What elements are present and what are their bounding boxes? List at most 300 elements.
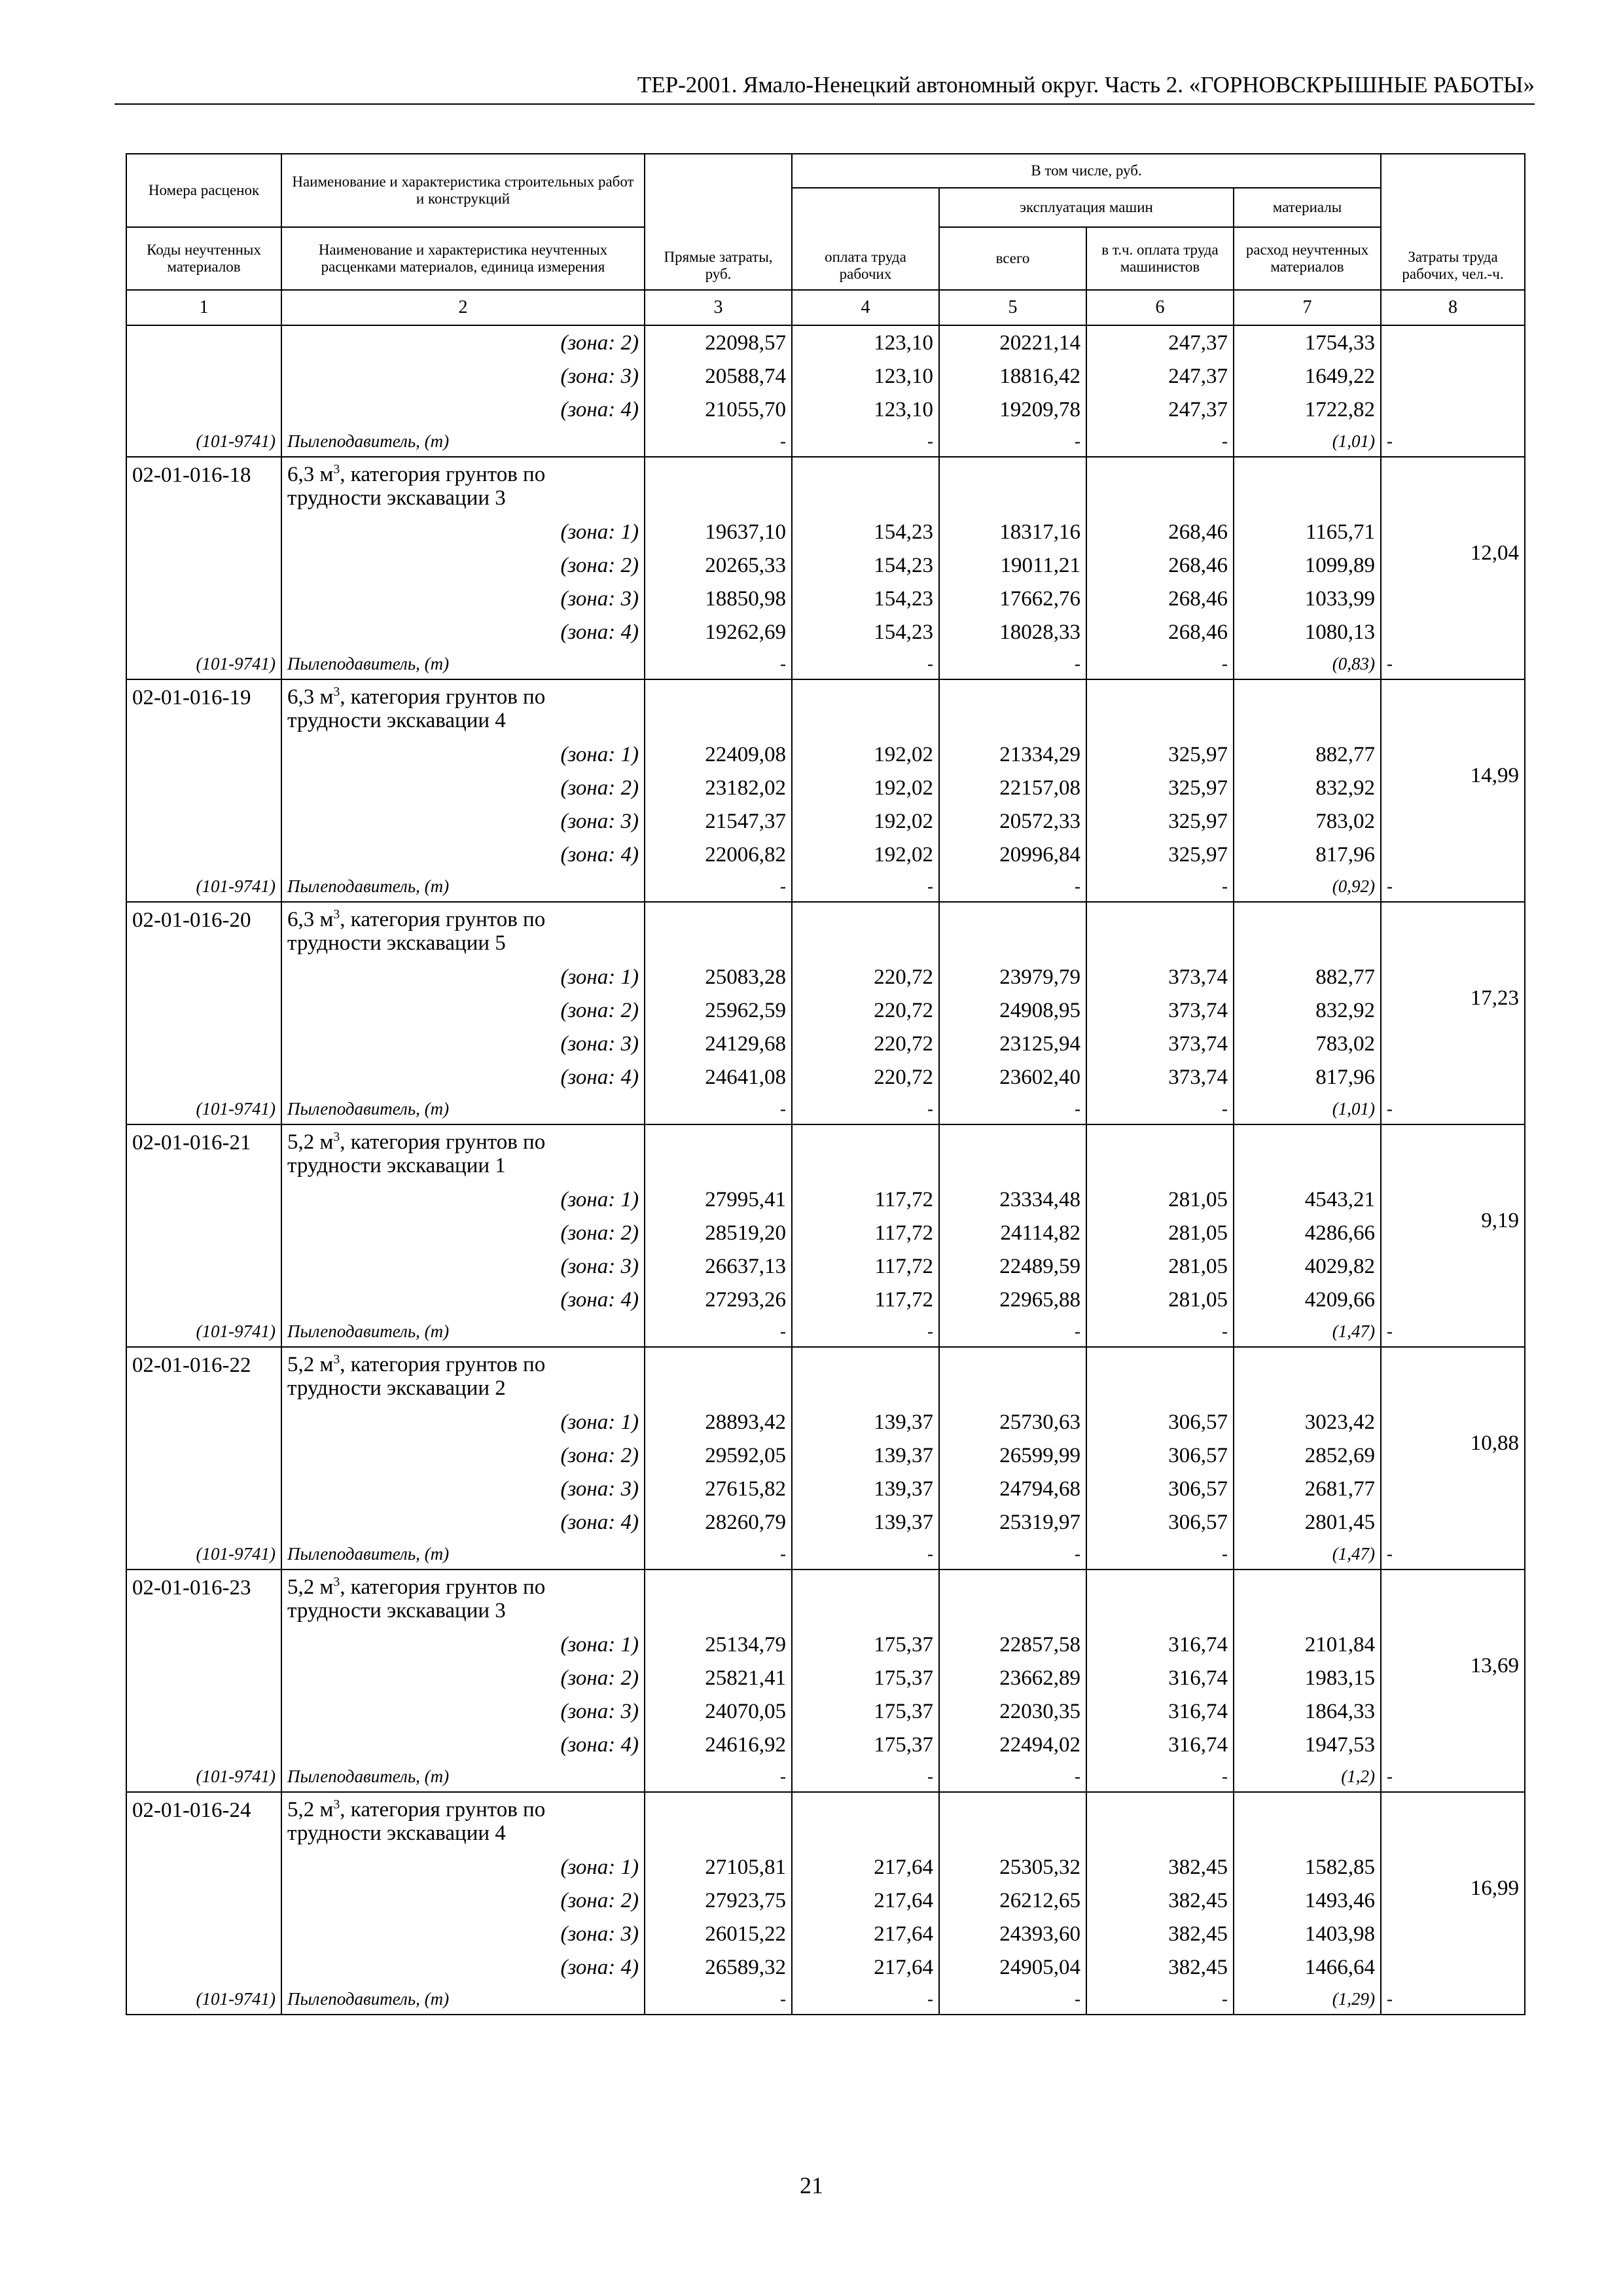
table-row [126, 426, 1525, 457]
rate-code: 02-01-016-18 [126, 457, 281, 649]
work-description [281, 457, 645, 515]
zone-label: (зона: 3) [281, 1472, 645, 1505]
worker-wages-value: 154,23 [792, 582, 939, 615]
materials-value: 3023,42 [1234, 1405, 1381, 1439]
table-row [126, 1249, 1525, 1283]
operator-wages-value: 268,46 [1086, 548, 1234, 582]
zone-label: (зона: 1) [281, 1405, 645, 1439]
empty-cell [1086, 902, 1234, 960]
table-row [126, 1792, 1525, 1850]
direct-costs-value: 28893,42 [645, 1405, 792, 1439]
header-material-names: Наименование и характеристика неучтенных расценками материалов, единица измерения [281, 227, 645, 290]
table-row [126, 1439, 1525, 1472]
worker-wages-value: 192,02 [792, 738, 939, 771]
material-code: (101-9741) [126, 1094, 281, 1124]
empty-cell [1234, 679, 1381, 738]
labor-dash: - [1381, 1094, 1525, 1124]
zone-label: (зона: 2) [281, 1439, 645, 1472]
operator-wages-value: 382,45 [1086, 1850, 1234, 1884]
material-quantity: (1,2) [1234, 1761, 1381, 1792]
empty-cell [1234, 1792, 1381, 1850]
machines-total-dash: - [939, 871, 1086, 902]
materials-value: 1466,64 [1234, 1950, 1381, 1984]
machines-total-value: 20221,14 [939, 325, 1086, 359]
table-row [126, 1728, 1525, 1761]
rate-code: 02-01-016-22 [126, 1347, 281, 1539]
empty-cell [645, 902, 792, 960]
worker-wages-value: 139,37 [792, 1505, 939, 1539]
operator-wages-value: 268,46 [1086, 515, 1234, 548]
operator-wages-value: 373,74 [1086, 960, 1234, 994]
machines-total-value: 24114,82 [939, 1216, 1086, 1249]
machines-total-value: 20572,33 [939, 804, 1086, 838]
table-row [126, 615, 1525, 649]
materials-value: 4029,82 [1234, 1249, 1381, 1283]
material-name: Пылеподавитель, (т) [281, 1094, 645, 1124]
page-number: 21 [800, 2172, 823, 2198]
direct-costs-dash: - [645, 426, 792, 457]
materials-value: 817,96 [1234, 1060, 1381, 1094]
operator-wages-dash: - [1086, 1984, 1234, 2015]
direct-costs-value: 27923,75 [645, 1884, 792, 1917]
header-rule [115, 103, 1535, 105]
machines-total-value: 24393,60 [939, 1917, 1086, 1950]
table-row [126, 1984, 1525, 2015]
worker-wages-value: 217,64 [792, 1884, 939, 1917]
table-row [126, 1570, 1525, 1628]
zone-label: (зона: 2) [281, 548, 645, 582]
description-text: , категория грунтов по трудности экскавации 4 [287, 685, 546, 732]
zone-label: (зона: 1) [281, 1183, 645, 1216]
direct-costs-value: 26589,32 [645, 1950, 792, 1984]
materials-value: 817,96 [1234, 838, 1381, 871]
worker-wages-value: 175,37 [792, 1661, 939, 1695]
header-labor-costs: Затраты труда рабочих, чел.-ч. [1381, 154, 1525, 290]
materials-value: 4209,66 [1234, 1283, 1381, 1316]
table-row [126, 838, 1525, 871]
work-description [281, 1792, 645, 1850]
direct-costs-value: 19637,10 [645, 515, 792, 548]
worker-wages-value: 220,72 [792, 960, 939, 994]
zone-label: (зона: 3) [281, 1027, 645, 1060]
machines-total-dash: - [939, 1094, 1086, 1124]
worker-wages-value: 192,02 [792, 838, 939, 871]
direct-costs-value: 24129,68 [645, 1027, 792, 1060]
unit-exponent: 3 [333, 907, 340, 922]
rates-table [126, 153, 1525, 2015]
worker-wages-value: 175,37 [792, 1695, 939, 1728]
empty-cell [1234, 1347, 1381, 1405]
worker-wages-dash: - [792, 871, 939, 902]
zone-label: (зона: 3) [281, 359, 645, 393]
material-code: (101-9741) [126, 1984, 281, 2015]
direct-costs-value: 21055,70 [645, 393, 792, 426]
material-name: Пылеподавитель, (т) [281, 649, 645, 679]
worker-wages-value: 117,72 [792, 1249, 939, 1283]
machines-total-value: 23979,79 [939, 960, 1086, 994]
worker-wages-value: 154,23 [792, 548, 939, 582]
zone-label: (зона: 1) [281, 738, 645, 771]
machines-total-value: 22157,08 [939, 771, 1086, 804]
direct-costs-value: 27995,41 [645, 1183, 792, 1216]
col-number: 7 [1234, 290, 1381, 325]
header-machines-total: всего [939, 227, 1086, 290]
operator-wages-value: 247,37 [1086, 393, 1234, 426]
zone-label: (зона: 3) [281, 1917, 645, 1950]
col-number: 4 [792, 290, 939, 325]
empty-cell [1234, 1124, 1381, 1183]
empty-cell [1086, 1792, 1234, 1850]
col-number: 5 [939, 290, 1086, 325]
material-name: Пылеподавитель, (т) [281, 426, 645, 457]
empty-cell [1234, 902, 1381, 960]
direct-costs-value: 26015,22 [645, 1917, 792, 1950]
description-text: 5,2 м [287, 1130, 334, 1154]
table-row [126, 1060, 1525, 1094]
description-text: , категория грунтов по трудности экскавации 3 [287, 1575, 546, 1623]
machines-total-dash: - [939, 1761, 1086, 1792]
operator-wages-value: 306,57 [1086, 1439, 1234, 1472]
table-row [126, 1027, 1525, 1060]
unit-exponent: 3 [333, 1130, 340, 1144]
header-including: В том числе, руб. [792, 154, 1381, 188]
empty-cell [645, 1792, 792, 1850]
worker-wages-value: 220,72 [792, 994, 939, 1027]
worker-wages-value: 154,23 [792, 515, 939, 548]
direct-costs-value: 26637,13 [645, 1249, 792, 1283]
direct-costs-value: 29592,05 [645, 1439, 792, 1472]
zone-label: (зона: 4) [281, 1950, 645, 1984]
operator-wages-dash: - [1086, 1539, 1234, 1570]
operator-wages-value: 382,45 [1086, 1950, 1234, 1984]
operator-wages-dash: - [1086, 1761, 1234, 1792]
header-material-codes: Коды неучтенных материалов [126, 227, 281, 290]
zone-label: (зона: 3) [281, 804, 645, 838]
machines-total-value: 18816,42 [939, 359, 1086, 393]
table-row [126, 738, 1525, 771]
machines-total-value: 26599,99 [939, 1439, 1086, 1472]
operator-wages-value: 247,37 [1086, 359, 1234, 393]
operator-wages-value: 316,74 [1086, 1661, 1234, 1695]
empty-cell [939, 679, 1086, 738]
col-number: 3 [645, 290, 792, 325]
operator-wages-dash: - [1086, 426, 1234, 457]
col-number: 8 [1381, 290, 1525, 325]
worker-wages-dash: - [792, 1094, 939, 1124]
operator-wages-dash: - [1086, 649, 1234, 679]
machines-total-value: 23662,89 [939, 1661, 1086, 1695]
material-name: Пылеподавитель, (т) [281, 1761, 645, 1792]
labor-dash: - [1381, 426, 1525, 457]
materials-value: 2801,45 [1234, 1505, 1381, 1539]
unit-exponent: 3 [333, 1797, 340, 1812]
labor-dash: - [1381, 1984, 1525, 2015]
materials-value: 1080,13 [1234, 615, 1381, 649]
material-quantity: (0,83) [1234, 649, 1381, 679]
operator-wages-value: 316,74 [1086, 1728, 1234, 1761]
unit-exponent: 3 [333, 462, 340, 476]
rate-code: 02-01-016-24 [126, 1792, 281, 1984]
worker-wages-value: 217,64 [792, 1950, 939, 1984]
material-quantity: (1,01) [1234, 1094, 1381, 1124]
worker-wages-value: 192,02 [792, 804, 939, 838]
labor-value: 10,88 [1381, 1347, 1525, 1539]
table-row [126, 1316, 1525, 1347]
material-quantity: (1,47) [1234, 1316, 1381, 1347]
operator-wages-value: 382,45 [1086, 1884, 1234, 1917]
machines-total-value: 23334,48 [939, 1183, 1086, 1216]
work-description [281, 902, 645, 960]
rate-code-empty [126, 325, 281, 426]
worker-wages-dash: - [792, 1316, 939, 1347]
direct-costs-value: 25083,28 [645, 960, 792, 994]
table-row [126, 1347, 1525, 1405]
empty-cell [792, 457, 939, 515]
worker-wages-value: 117,72 [792, 1283, 939, 1316]
machines-total-value: 25730,63 [939, 1405, 1086, 1439]
zone-label: (зона: 4) [281, 838, 645, 871]
table-row [126, 771, 1525, 804]
zone-label: (зона: 4) [281, 615, 645, 649]
table-row [126, 1761, 1525, 1792]
unit-exponent: 3 [333, 1575, 340, 1589]
operator-wages-value: 373,74 [1086, 1060, 1234, 1094]
machines-total-value: 22489,59 [939, 1249, 1086, 1283]
material-quantity: (1,47) [1234, 1539, 1381, 1570]
zone-label: (зона: 3) [281, 1249, 645, 1283]
materials-value: 783,02 [1234, 804, 1381, 838]
material-code: (101-9741) [126, 1539, 281, 1570]
direct-costs-value: 28519,20 [645, 1216, 792, 1249]
direct-costs-dash: - [645, 649, 792, 679]
operator-wages-value: 316,74 [1086, 1695, 1234, 1728]
table-row [126, 515, 1525, 548]
description-text: 6,3 м [287, 908, 334, 931]
operator-wages-value: 268,46 [1086, 582, 1234, 615]
operator-wages-value: 306,57 [1086, 1405, 1234, 1439]
table-row [126, 902, 1525, 960]
empty-cell [939, 1347, 1086, 1405]
table-row [126, 994, 1525, 1027]
material-name: Пылеподавитель, (т) [281, 1984, 645, 2015]
table-row [126, 649, 1525, 679]
table-row [126, 359, 1525, 393]
worker-wages-dash: - [792, 649, 939, 679]
rates-body [126, 325, 1525, 2015]
material-name: Пылеподавитель, (т) [281, 1539, 645, 1570]
machines-total-value: 24905,04 [939, 1950, 1086, 1984]
header-worker-wages: оплата труда рабочих [792, 188, 939, 290]
machines-total-value: 25305,32 [939, 1850, 1086, 1884]
empty-cell [645, 1124, 792, 1183]
zone-label: (зона: 4) [281, 1728, 645, 1761]
table-row [126, 393, 1525, 426]
direct-costs-dash: - [645, 1539, 792, 1570]
header-work-name: Наименование и характеристика строительных работ и конструкций [281, 154, 645, 227]
direct-costs-value: 24641,08 [645, 1060, 792, 1094]
rate-code: 02-01-016-19 [126, 679, 281, 871]
direct-costs-dash: - [645, 1094, 792, 1124]
table-row [126, 1183, 1525, 1216]
rate-code: 02-01-016-20 [126, 902, 281, 1094]
material-code: (101-9741) [126, 1761, 281, 1792]
zone-label: (зона: 1) [281, 960, 645, 994]
empty-cell [939, 902, 1086, 960]
table-row [126, 1283, 1525, 1316]
empty-cell [1234, 1570, 1381, 1628]
machines-total-dash: - [939, 1984, 1086, 2015]
operator-wages-value: 325,97 [1086, 738, 1234, 771]
materials-value: 2101,84 [1234, 1628, 1381, 1661]
empty-cell [939, 1570, 1086, 1628]
empty-cell [1086, 1347, 1234, 1405]
description-text: 5,2 м [287, 1575, 334, 1599]
worker-wages-value: 123,10 [792, 325, 939, 359]
table-row [126, 1695, 1525, 1728]
zone-label: (зона: 2) [281, 1216, 645, 1249]
rate-code: 02-01-016-21 [126, 1124, 281, 1316]
direct-costs-value: 21547,37 [645, 804, 792, 838]
materials-value: 783,02 [1234, 1027, 1381, 1060]
zone-label: (зона: 4) [281, 393, 645, 426]
header-direct-costs: Прямые затраты, руб. [645, 154, 792, 290]
empty-cell [792, 679, 939, 738]
table-row [126, 1884, 1525, 1917]
materials-value: 1754,33 [1234, 325, 1381, 359]
worker-wages-value: 139,37 [792, 1439, 939, 1472]
empty-cell [645, 679, 792, 738]
empty-cell [1234, 457, 1381, 515]
operator-wages-dash: - [1086, 871, 1234, 902]
machines-total-value: 22965,88 [939, 1283, 1086, 1316]
operator-wages-value: 281,05 [1086, 1216, 1234, 1249]
material-name: Пылеподавитель, (т) [281, 871, 645, 902]
machines-total-value: 22030,35 [939, 1695, 1086, 1728]
machines-total-value: 19011,21 [939, 548, 1086, 582]
zone-label: (зона: 1) [281, 1628, 645, 1661]
col-number: 6 [1086, 290, 1234, 325]
labor-value: 13,69 [1381, 1570, 1525, 1761]
table-row [126, 1124, 1525, 1183]
empty-cell [939, 1124, 1086, 1183]
table-row [126, 679, 1525, 738]
operator-wages-value: 281,05 [1086, 1249, 1234, 1283]
direct-costs-value: 25962,59 [645, 994, 792, 1027]
work-description [281, 1570, 645, 1628]
direct-costs-dash: - [645, 1316, 792, 1347]
zone-label: (зона: 2) [281, 1884, 645, 1917]
materials-value: 882,77 [1234, 738, 1381, 771]
empty-cell [1086, 457, 1234, 515]
zone-label: (зона: 2) [281, 1661, 645, 1695]
operator-wages-value: 382,45 [1086, 1917, 1234, 1950]
materials-value: 1864,33 [1234, 1695, 1381, 1728]
worker-wages-dash: - [792, 1761, 939, 1792]
direct-costs-value: 18850,98 [645, 582, 792, 615]
empty-cell [1086, 679, 1234, 738]
zone-label: (зона: 1) [281, 1850, 645, 1884]
direct-costs-value: 22098,57 [645, 325, 792, 359]
table-row [126, 1405, 1525, 1439]
direct-costs-value: 27105,81 [645, 1850, 792, 1884]
machines-total-value: 25319,97 [939, 1505, 1086, 1539]
header-material-usage: расход неучтенных материалов [1234, 227, 1381, 290]
empty-cell [939, 457, 1086, 515]
material-code: (101-9741) [126, 649, 281, 679]
table-row [126, 1917, 1525, 1950]
zone-label: (зона: 3) [281, 1695, 645, 1728]
empty-cell [792, 1347, 939, 1405]
labor-dash: - [1381, 649, 1525, 679]
materials-value: 1493,46 [1234, 1884, 1381, 1917]
worker-wages-value: 139,37 [792, 1472, 939, 1505]
materials-value: 1722,82 [1234, 393, 1381, 426]
materials-value: 832,92 [1234, 771, 1381, 804]
table-row [126, 1628, 1525, 1661]
empty-cell [792, 1570, 939, 1628]
empty-cell [939, 1792, 1086, 1850]
direct-costs-dash: - [645, 871, 792, 902]
unit-exponent: 3 [333, 1352, 340, 1367]
table-row [126, 960, 1525, 994]
machines-total-value: 24908,95 [939, 994, 1086, 1027]
direct-costs-dash: - [645, 1984, 792, 2015]
empty-cell [792, 1124, 939, 1183]
operator-wages-value: 316,74 [1086, 1628, 1234, 1661]
unit-exponent: 3 [333, 685, 340, 699]
direct-costs-dash: - [645, 1761, 792, 1792]
material-quantity: (1,29) [1234, 1984, 1381, 2015]
worker-wages-value: 220,72 [792, 1060, 939, 1094]
machines-total-dash: - [939, 1316, 1086, 1347]
worker-wages-dash: - [792, 1539, 939, 1570]
labor-value: 16,99 [1381, 1792, 1525, 1984]
worker-wages-value: 220,72 [792, 1027, 939, 1060]
materials-value: 832,92 [1234, 994, 1381, 1027]
col-number: 1 [126, 290, 281, 325]
description-text: , категория грунтов по трудности экскавации 4 [287, 1798, 546, 1845]
operator-wages-dash: - [1086, 1094, 1234, 1124]
labor-dash: - [1381, 1539, 1525, 1570]
direct-costs-value: 23182,02 [645, 771, 792, 804]
machines-total-value: 18317,16 [939, 515, 1086, 548]
worker-wages-value: 175,37 [792, 1728, 939, 1761]
machines-total-value: 21334,29 [939, 738, 1086, 771]
empty-cell [792, 902, 939, 960]
machines-total-dash: - [939, 1539, 1086, 1570]
machines-total-value: 26212,65 [939, 1884, 1086, 1917]
zone-label: (зона: 2) [281, 771, 645, 804]
worker-wages-value: 175,37 [792, 1628, 939, 1661]
table-row [126, 1661, 1525, 1695]
direct-costs-value: 27293,26 [645, 1283, 792, 1316]
operator-wages-dash: - [1086, 1316, 1234, 1347]
table-row [126, 804, 1525, 838]
empty-cell [645, 1347, 792, 1405]
table-row [126, 1094, 1525, 1124]
labor-value: 17,23 [1381, 902, 1525, 1094]
labor-dash: - [1381, 871, 1525, 902]
zone-label: (зона: 1) [281, 515, 645, 548]
empty-cell [792, 1792, 939, 1850]
labor-empty [1381, 325, 1525, 426]
materials-value: 1582,85 [1234, 1850, 1381, 1884]
material-code: (101-9741) [126, 1316, 281, 1347]
table-row [126, 871, 1525, 902]
worker-wages-value: 123,10 [792, 359, 939, 393]
machines-total-value: 23602,40 [939, 1060, 1086, 1094]
description-text: 5,2 м [287, 1353, 334, 1376]
